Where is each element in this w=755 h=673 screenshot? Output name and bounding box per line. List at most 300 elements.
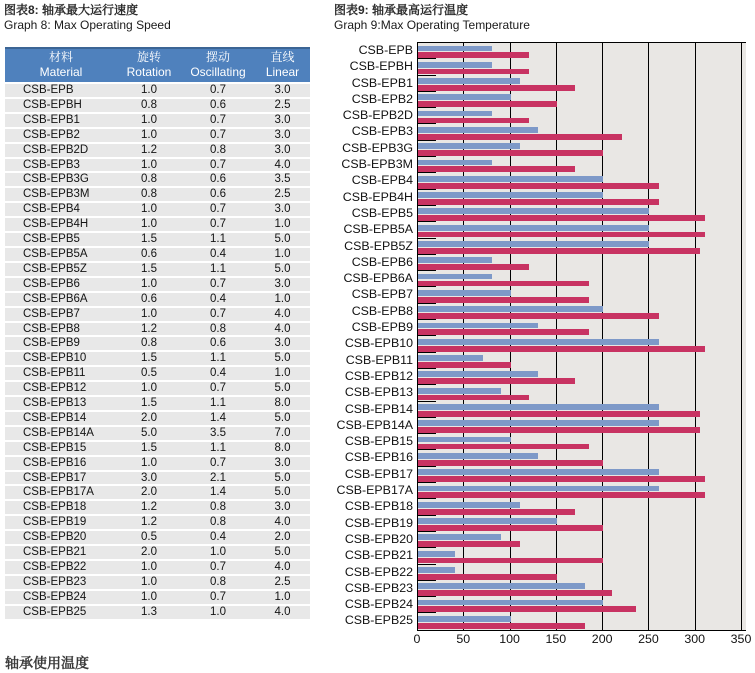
graph8-title-cn: 图表8: 轴承最大运行速度 [4, 3, 139, 17]
table-row [5, 159, 310, 172]
bar-blue [418, 127, 538, 133]
cell-value: 3.0 [255, 457, 310, 470]
cell-material: CSB-EPB10 [5, 352, 117, 365]
cell-value: 0.8 [117, 99, 181, 112]
cell-value: 4.0 [255, 516, 310, 529]
table-row [5, 278, 310, 291]
cell-value: 1.1 [181, 352, 255, 365]
cell-value: 1.0 [117, 576, 181, 589]
cell-value: 0.6 [181, 337, 255, 350]
cell-value: 0.7 [181, 114, 255, 127]
category-label: CSB-EPB2D [342, 108, 413, 123]
cell-value: 0.6 [117, 293, 181, 306]
category-label: CSB-EPBH [349, 59, 413, 74]
category-label: CSB-EPB10 [344, 336, 413, 351]
category-tick [418, 498, 436, 499]
bar-red [418, 606, 636, 612]
bar-blue [418, 404, 659, 410]
bar-blue [418, 241, 649, 247]
category-tick [418, 91, 436, 92]
bar-blue [418, 143, 520, 149]
table-row [5, 114, 310, 127]
cell-value: 1.0 [117, 114, 181, 127]
cell-value: 8.0 [255, 442, 310, 455]
cell-value: 3.0 [255, 84, 310, 97]
category-label: CSB-EPB6 [351, 254, 413, 269]
bar-blue [418, 502, 520, 508]
cell-value: 1.0 [117, 561, 181, 574]
cell-value: 3.0 [255, 501, 310, 514]
bar-red [418, 281, 589, 287]
table-row [5, 531, 310, 544]
category-tick [418, 612, 436, 613]
bar-blue [418, 583, 585, 589]
cell-value: 1.5 [117, 397, 181, 410]
table-row [5, 129, 310, 142]
bar-group-CSB-EPB23 [418, 581, 746, 597]
cell-material: CSB-EPB5Z [5, 263, 117, 276]
cell-value: 1.0 [117, 159, 181, 172]
cell-value: 1.0 [117, 84, 181, 97]
category-tick [418, 238, 436, 239]
category-tick [418, 515, 436, 516]
cell-material: CSB-EPB3M [5, 188, 117, 201]
category-tick [418, 156, 436, 157]
bar-group-CSB-EPB8 [418, 304, 746, 320]
category-label: CSB-EPB4H [342, 189, 413, 204]
category-label: CSB-EPB24 [344, 597, 413, 612]
category-tick [418, 482, 436, 483]
cell-value: 3.0 [255, 114, 310, 127]
category-tick [418, 352, 436, 353]
bar-blue [418, 616, 511, 622]
bar-blue [418, 600, 603, 606]
cell-value: 5.0 [255, 263, 310, 276]
bar-red [418, 525, 603, 531]
table-row [5, 84, 310, 97]
bar-group-CSB-EPB17 [418, 467, 746, 483]
cell-material: CSB-EPB5 [5, 233, 117, 246]
cell-value: 1.0 [117, 218, 181, 231]
bar-blue [418, 111, 492, 117]
bar-group-CSB-EPB6A [418, 271, 746, 287]
cell-value: 3.0 [255, 129, 310, 142]
category-tick [418, 303, 436, 304]
cell-value: 0.4 [181, 367, 255, 380]
category-label: CSB-EPB5Z [344, 238, 413, 253]
graph8-title-en: Graph 8: Max Operating Speed [4, 18, 171, 32]
bar-group-CSB-EPB19 [418, 516, 746, 532]
category-tick [418, 107, 436, 108]
category-tick [418, 58, 436, 59]
cell-material: CSB-EPB4H [5, 218, 117, 231]
cell-material: CSB-EPB20 [5, 531, 117, 544]
cell-value: 1.5 [117, 233, 181, 246]
table-row [5, 561, 310, 574]
cell-value: 1.3 [117, 606, 181, 619]
bar-blue [418, 551, 455, 557]
table-header-row [5, 47, 310, 82]
category-label: CSB-EPB8 [351, 303, 413, 318]
cell-material: CSB-EPB19 [5, 516, 117, 529]
bar-blue [418, 437, 511, 443]
cell-value: 0.7 [181, 308, 255, 321]
cell-value: 1.0 [181, 606, 255, 619]
bar-red [418, 313, 659, 319]
cell-value: 1.5 [117, 352, 181, 365]
header-oscillating [181, 47, 255, 82]
category-label: CSB-EPB9 [351, 320, 413, 335]
category-tick [418, 368, 436, 369]
table-row [5, 457, 310, 470]
cell-value: 0.7 [181, 159, 255, 172]
cell-material: CSB-EPB4 [5, 203, 117, 216]
cell-value: 1.0 [117, 382, 181, 395]
bar-blue [418, 339, 659, 345]
cell-value: 5.0 [255, 486, 310, 499]
table-row [5, 397, 310, 410]
bar-blue [418, 486, 659, 492]
bar-group-CSB-EPB1 [418, 76, 746, 92]
header-material [5, 47, 117, 82]
header-rotation [117, 47, 181, 82]
bar-blue [418, 160, 492, 166]
table-row [5, 516, 310, 529]
cell-value: 1.5 [117, 263, 181, 276]
bar-group-CSB-EPB17A [418, 483, 746, 499]
cell-value: 1.0 [255, 218, 310, 231]
bar-red [418, 85, 575, 91]
cell-value: 0.7 [181, 457, 255, 470]
table-row [5, 486, 310, 499]
table-row [5, 591, 310, 604]
bar-group-CSB-EPB7 [418, 287, 746, 303]
cell-value: 1.4 [181, 486, 255, 499]
category-label: CSB-EPB7 [351, 287, 413, 302]
bar-red [418, 411, 700, 417]
cell-value: 2.0 [117, 486, 181, 499]
bar-red [418, 427, 700, 433]
bar-group-CSB-EPB25 [418, 613, 746, 629]
cell-material: CSB-EPB15 [5, 442, 117, 455]
cell-value: 0.8 [117, 337, 181, 350]
bar-red [418, 232, 705, 238]
category-label: CSB-EPB5 [351, 205, 413, 220]
cell-value: 0.6 [181, 99, 255, 112]
cell-value: 1.4 [181, 412, 255, 425]
category-label: CSB-EPB14A [336, 417, 413, 432]
table-row [5, 367, 310, 380]
temperature-chart [330, 42, 746, 631]
cell-value: 1.0 [117, 308, 181, 321]
cell-value: 0.7 [181, 203, 255, 216]
table-row [5, 188, 310, 201]
cell-value: 1.1 [181, 397, 255, 410]
header-oscillating-en: Oscillating [190, 65, 246, 79]
table-row [5, 293, 310, 306]
category-label: CSB-EPB17A [336, 483, 413, 498]
cell-value: 0.7 [181, 218, 255, 231]
cell-value: 1.2 [117, 144, 181, 157]
bar-red [418, 558, 603, 564]
cell-material: CSB-EPB9 [5, 337, 117, 350]
table-row [5, 99, 310, 112]
cell-value: 0.8 [181, 501, 255, 514]
table-row [5, 203, 310, 216]
bar-blue [418, 567, 455, 573]
cell-value: 5.0 [255, 382, 310, 395]
cell-material: CSB-EPB6A [5, 293, 117, 306]
cell-value: 5.0 [255, 546, 310, 559]
cell-value: 5.0 [255, 472, 310, 485]
category-tick [418, 433, 436, 434]
cell-value: 2.1 [181, 472, 255, 485]
bar-red [418, 476, 705, 482]
table-row [5, 501, 310, 514]
table-row [5, 337, 310, 350]
cell-value: 1.0 [117, 457, 181, 470]
cell-material: CSB-EPB16 [5, 457, 117, 470]
category-label: CSB-EPB22 [344, 564, 413, 579]
cell-value: 1.0 [117, 278, 181, 291]
category-tick [418, 580, 436, 581]
bar-red [418, 215, 705, 221]
category-label: CSB-EPB5A [343, 222, 413, 237]
cell-value: 1.0 [181, 546, 255, 559]
bar-group-CSB-EPB15 [418, 434, 746, 450]
cell-value: 1.2 [117, 516, 181, 529]
cell-material: CSB-EPBH [5, 99, 117, 112]
cell-value: 2.5 [255, 576, 310, 589]
category-label: CSB-EPB19 [344, 515, 413, 530]
cell-material: CSB-EPB14A [5, 427, 117, 440]
header-oscillating-cn: 摆动 [205, 50, 230, 64]
table-row [5, 606, 310, 619]
cell-value: 2.5 [255, 188, 310, 201]
category-tick [418, 417, 436, 418]
category-tick [418, 335, 436, 336]
bar-blue [418, 192, 603, 198]
cell-material: CSB-EPB14 [5, 412, 117, 425]
chart-plot-area [417, 42, 746, 631]
bar-group-CSB-EPBH [418, 59, 746, 75]
cell-material: CSB-EPB7 [5, 308, 117, 321]
cell-material: CSB-EPB25 [5, 606, 117, 619]
cell-value: 0.8 [117, 173, 181, 186]
bar-red [418, 346, 705, 352]
category-tick [418, 75, 436, 76]
bar-group-CSB-EPB18 [418, 499, 746, 515]
cell-value: 8.0 [255, 397, 310, 410]
table-row [5, 442, 310, 455]
cell-value: 5.0 [255, 233, 310, 246]
cell-value: 0.7 [181, 591, 255, 604]
category-label: CSB-EPB25 [344, 613, 413, 628]
cell-value: 1.1 [181, 263, 255, 276]
clipped-next-section-heading: 轴承使用温度 [5, 655, 89, 671]
cell-material: CSB-EPB24 [5, 591, 117, 604]
cell-material: CSB-EPB23 [5, 576, 117, 589]
bar-blue [418, 225, 649, 231]
category-label: CSB-EPB16 [344, 450, 413, 465]
bar-group-CSB-EPB3 [418, 124, 746, 140]
cell-material: CSB-EPB6 [5, 278, 117, 291]
category-tick [418, 254, 436, 255]
cell-value: 3.0 [255, 203, 310, 216]
bar-group-CSB-EPB2D [418, 108, 746, 124]
cell-value: 0.6 [181, 173, 255, 186]
cell-value: 1.0 [117, 129, 181, 142]
bar-group-CSB-EPB11 [418, 353, 746, 369]
category-label: CSB-EPB3 [351, 124, 413, 139]
bar-blue [418, 176, 603, 182]
header-linear [255, 47, 310, 82]
bar-group-CSB-EPB4H [418, 190, 746, 206]
x-axis-label-250: 250 [638, 632, 659, 646]
category-label: CSB-EPB2 [351, 91, 413, 106]
cell-value: 4.0 [255, 323, 310, 336]
table-row [5, 233, 310, 246]
bar-group-CSB-EPB3M [418, 157, 746, 173]
bar-red [418, 199, 659, 205]
cell-material: CSB-EPB22 [5, 561, 117, 574]
bar-blue [418, 62, 492, 68]
bar-group-CSB-EPB24 [418, 597, 746, 613]
cell-value: 5.0 [255, 412, 310, 425]
category-tick [418, 401, 436, 402]
table-row [5, 248, 310, 261]
bar-blue [418, 420, 659, 426]
table-row [5, 218, 310, 231]
cell-material: CSB-EPB3G [5, 173, 117, 186]
cell-value: 2.0 [117, 412, 181, 425]
cell-value: 2.5 [255, 99, 310, 112]
category-tick [418, 189, 436, 190]
bar-blue [418, 208, 649, 214]
bar-red [418, 329, 589, 335]
cell-value: 0.4 [181, 293, 255, 306]
cell-value: 1.0 [117, 203, 181, 216]
cell-value: 4.0 [255, 606, 310, 619]
category-label: CSB-EPB14 [344, 401, 413, 416]
table-row [5, 382, 310, 395]
category-tick [418, 564, 436, 565]
cell-value: 0.8 [181, 144, 255, 157]
category-label: CSB-EPB12 [344, 368, 413, 383]
bar-blue [418, 518, 557, 524]
cell-value: 5.0 [255, 352, 310, 365]
category-tick [418, 531, 436, 532]
table-row [5, 173, 310, 186]
bar-group-CSB-EPB2 [418, 92, 746, 108]
bar-blue [418, 94, 511, 100]
cell-value: 7.0 [255, 427, 310, 440]
bar-red [418, 101, 557, 107]
bar-group-CSB-EPB4 [418, 173, 746, 189]
bar-group-CSB-EPB5 [418, 206, 746, 222]
bar-group-CSB-EPB21 [418, 548, 746, 564]
cell-value: 1.5 [117, 442, 181, 455]
category-tick [418, 172, 436, 173]
x-axis-label-100: 100 [499, 632, 520, 646]
cell-value: 3.0 [117, 472, 181, 485]
bar-group-CSB-EPB5A [418, 222, 746, 238]
graph8-title [4, 3, 171, 33]
category-label: CSB-EPB20 [344, 531, 413, 546]
category-tick [418, 140, 436, 141]
category-label: CSB-EPB21 [344, 548, 413, 563]
cell-value: 3.5 [181, 427, 255, 440]
cell-value: 4.0 [255, 561, 310, 574]
bar-red [418, 509, 575, 515]
cell-value: 2.0 [255, 531, 310, 544]
bar-red [418, 183, 659, 189]
bar-red [418, 574, 557, 580]
bar-blue [418, 257, 492, 263]
cell-value: 0.4 [181, 531, 255, 544]
cell-material: CSB-EPB [5, 84, 117, 97]
bar-group-CSB-EPB14 [418, 402, 746, 418]
bar-blue [418, 290, 511, 296]
cell-value: 3.0 [255, 337, 310, 350]
cell-material: CSB-EPB5A [5, 248, 117, 261]
table-row [5, 323, 310, 336]
bar-group-CSB-EPB5Z [418, 239, 746, 255]
cell-value: 5.0 [117, 427, 181, 440]
cell-value: 0.7 [181, 129, 255, 142]
category-tick [418, 270, 436, 271]
table-row [5, 427, 310, 440]
bar-blue [418, 323, 538, 329]
bar-group-CSB-EPB6 [418, 255, 746, 271]
cell-value: 1.0 [255, 293, 310, 306]
cell-value: 1.2 [117, 323, 181, 336]
bar-group-CSB-EPB10 [418, 336, 746, 352]
cell-value: 3.5 [255, 173, 310, 186]
chart-category-labels [330, 42, 417, 631]
category-tick [418, 205, 436, 206]
category-label: CSB-EPB23 [344, 580, 413, 595]
cell-value: 0.8 [181, 323, 255, 336]
cell-value: 4.0 [255, 159, 310, 172]
cell-value: 1.1 [181, 233, 255, 246]
bar-blue [418, 78, 520, 84]
header-material-cn: 材料 [48, 50, 73, 64]
bar-blue [418, 388, 501, 394]
header-material-en: Material [39, 65, 83, 79]
cell-value: 0.5 [117, 531, 181, 544]
cell-value: 1.0 [117, 591, 181, 604]
bar-blue [418, 355, 483, 361]
x-axis-label-0: 0 [413, 632, 421, 646]
category-tick [418, 384, 436, 385]
cell-value: 0.8 [181, 576, 255, 589]
category-label: CSB-EPB17 [344, 466, 413, 481]
bar-blue [418, 469, 659, 475]
x-axis-label-50: 50 [456, 632, 471, 646]
category-label: CSB-EPB3M [341, 157, 413, 172]
category-label: CSB-EPB3G [342, 140, 413, 155]
category-label: CSB-EPB18 [344, 499, 413, 514]
table-row [5, 308, 310, 321]
category-label: CSB-EPB1 [351, 75, 413, 90]
bar-group-CSB-EPB14A [418, 418, 746, 434]
cell-material: CSB-EPB3 [5, 159, 117, 172]
graph9-title [334, 3, 530, 33]
bar-red [418, 590, 612, 596]
header-rotation-en: Rotation [126, 65, 172, 79]
cell-value: 1.0 [255, 367, 310, 380]
